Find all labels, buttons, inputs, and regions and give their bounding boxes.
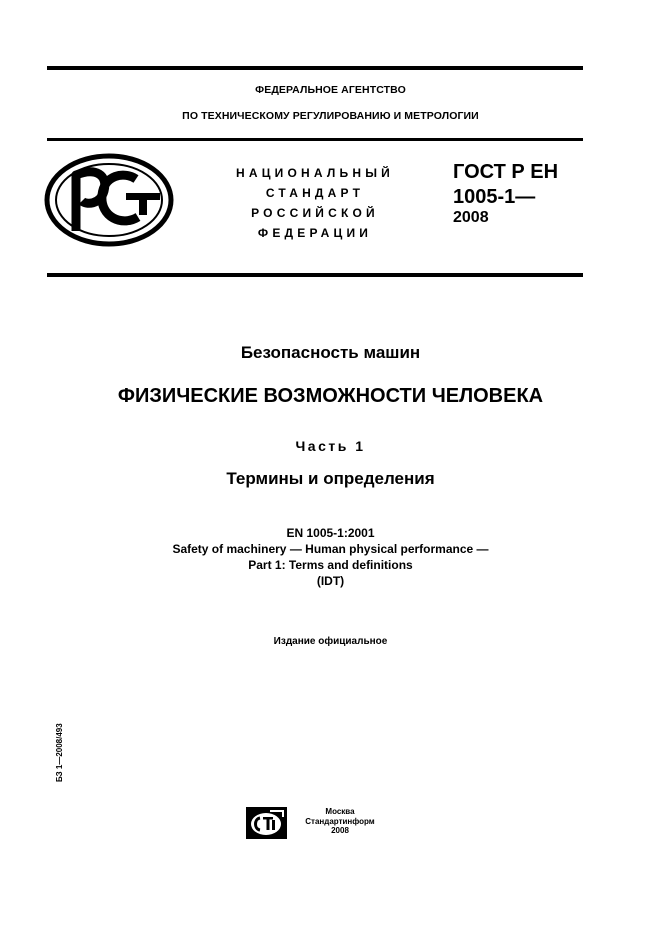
document-part: Часть 1: [295, 438, 366, 454]
publisher-name: Стандартинформ: [305, 816, 375, 826]
national-line-1: НАЦИОНАЛЬНЫЙ: [235, 166, 395, 180]
en-line-3: Part 1: Terms and definitions: [248, 558, 413, 572]
publisher-year: 2008: [331, 826, 349, 835]
publisher-info: [290, 807, 390, 836]
national-line-2: СТАНДАРТ: [265, 186, 365, 200]
en-line-4: (IDT): [316, 574, 345, 588]
document-subtitle: Термины и определения: [226, 469, 435, 488]
national-line-3: РОССИЙСКОЙ: [251, 206, 379, 220]
agency-line-1: ФЕДЕРАЛЬНОЕ АГЕНТСТВО: [255, 84, 406, 96]
document-subject: Безопасность машин: [240, 343, 421, 362]
standard-code-line-1: ГОСТ Р ЕН: [453, 161, 559, 183]
national-line-4: ФЕДЕРАЦИИ: [257, 226, 373, 240]
publisher-city: Москва: [325, 807, 355, 816]
rst-logo-icon: [44, 153, 174, 247]
standard-code-line-2: 1005-1—: [453, 186, 536, 208]
publisher-logo-icon: [246, 807, 287, 839]
document-title: ФИЗИЧЕСКИЕ ВОЗМОЖНОСТИ ЧЕЛОВЕКА: [117, 385, 544, 407]
edition-label: Издание официальное: [273, 636, 388, 647]
section-rule: [47, 273, 583, 277]
en-line-2: Safety of machinery — Human physical performance —: [172, 542, 489, 556]
header-rule: [47, 138, 583, 141]
en-line-1: EN 1005-1:2001: [286, 526, 375, 540]
agency-line-2: ПО ТЕХНИЧЕСКОМУ РЕГУЛИРОВАНИЮ И МЕТРОЛОГИИ: [182, 110, 479, 122]
standard-code-year: 2008: [453, 209, 489, 226]
top-rule: [47, 66, 583, 70]
en-reference: [0, 525, 661, 589]
side-note: БЗ 1—2008/493: [55, 723, 64, 782]
